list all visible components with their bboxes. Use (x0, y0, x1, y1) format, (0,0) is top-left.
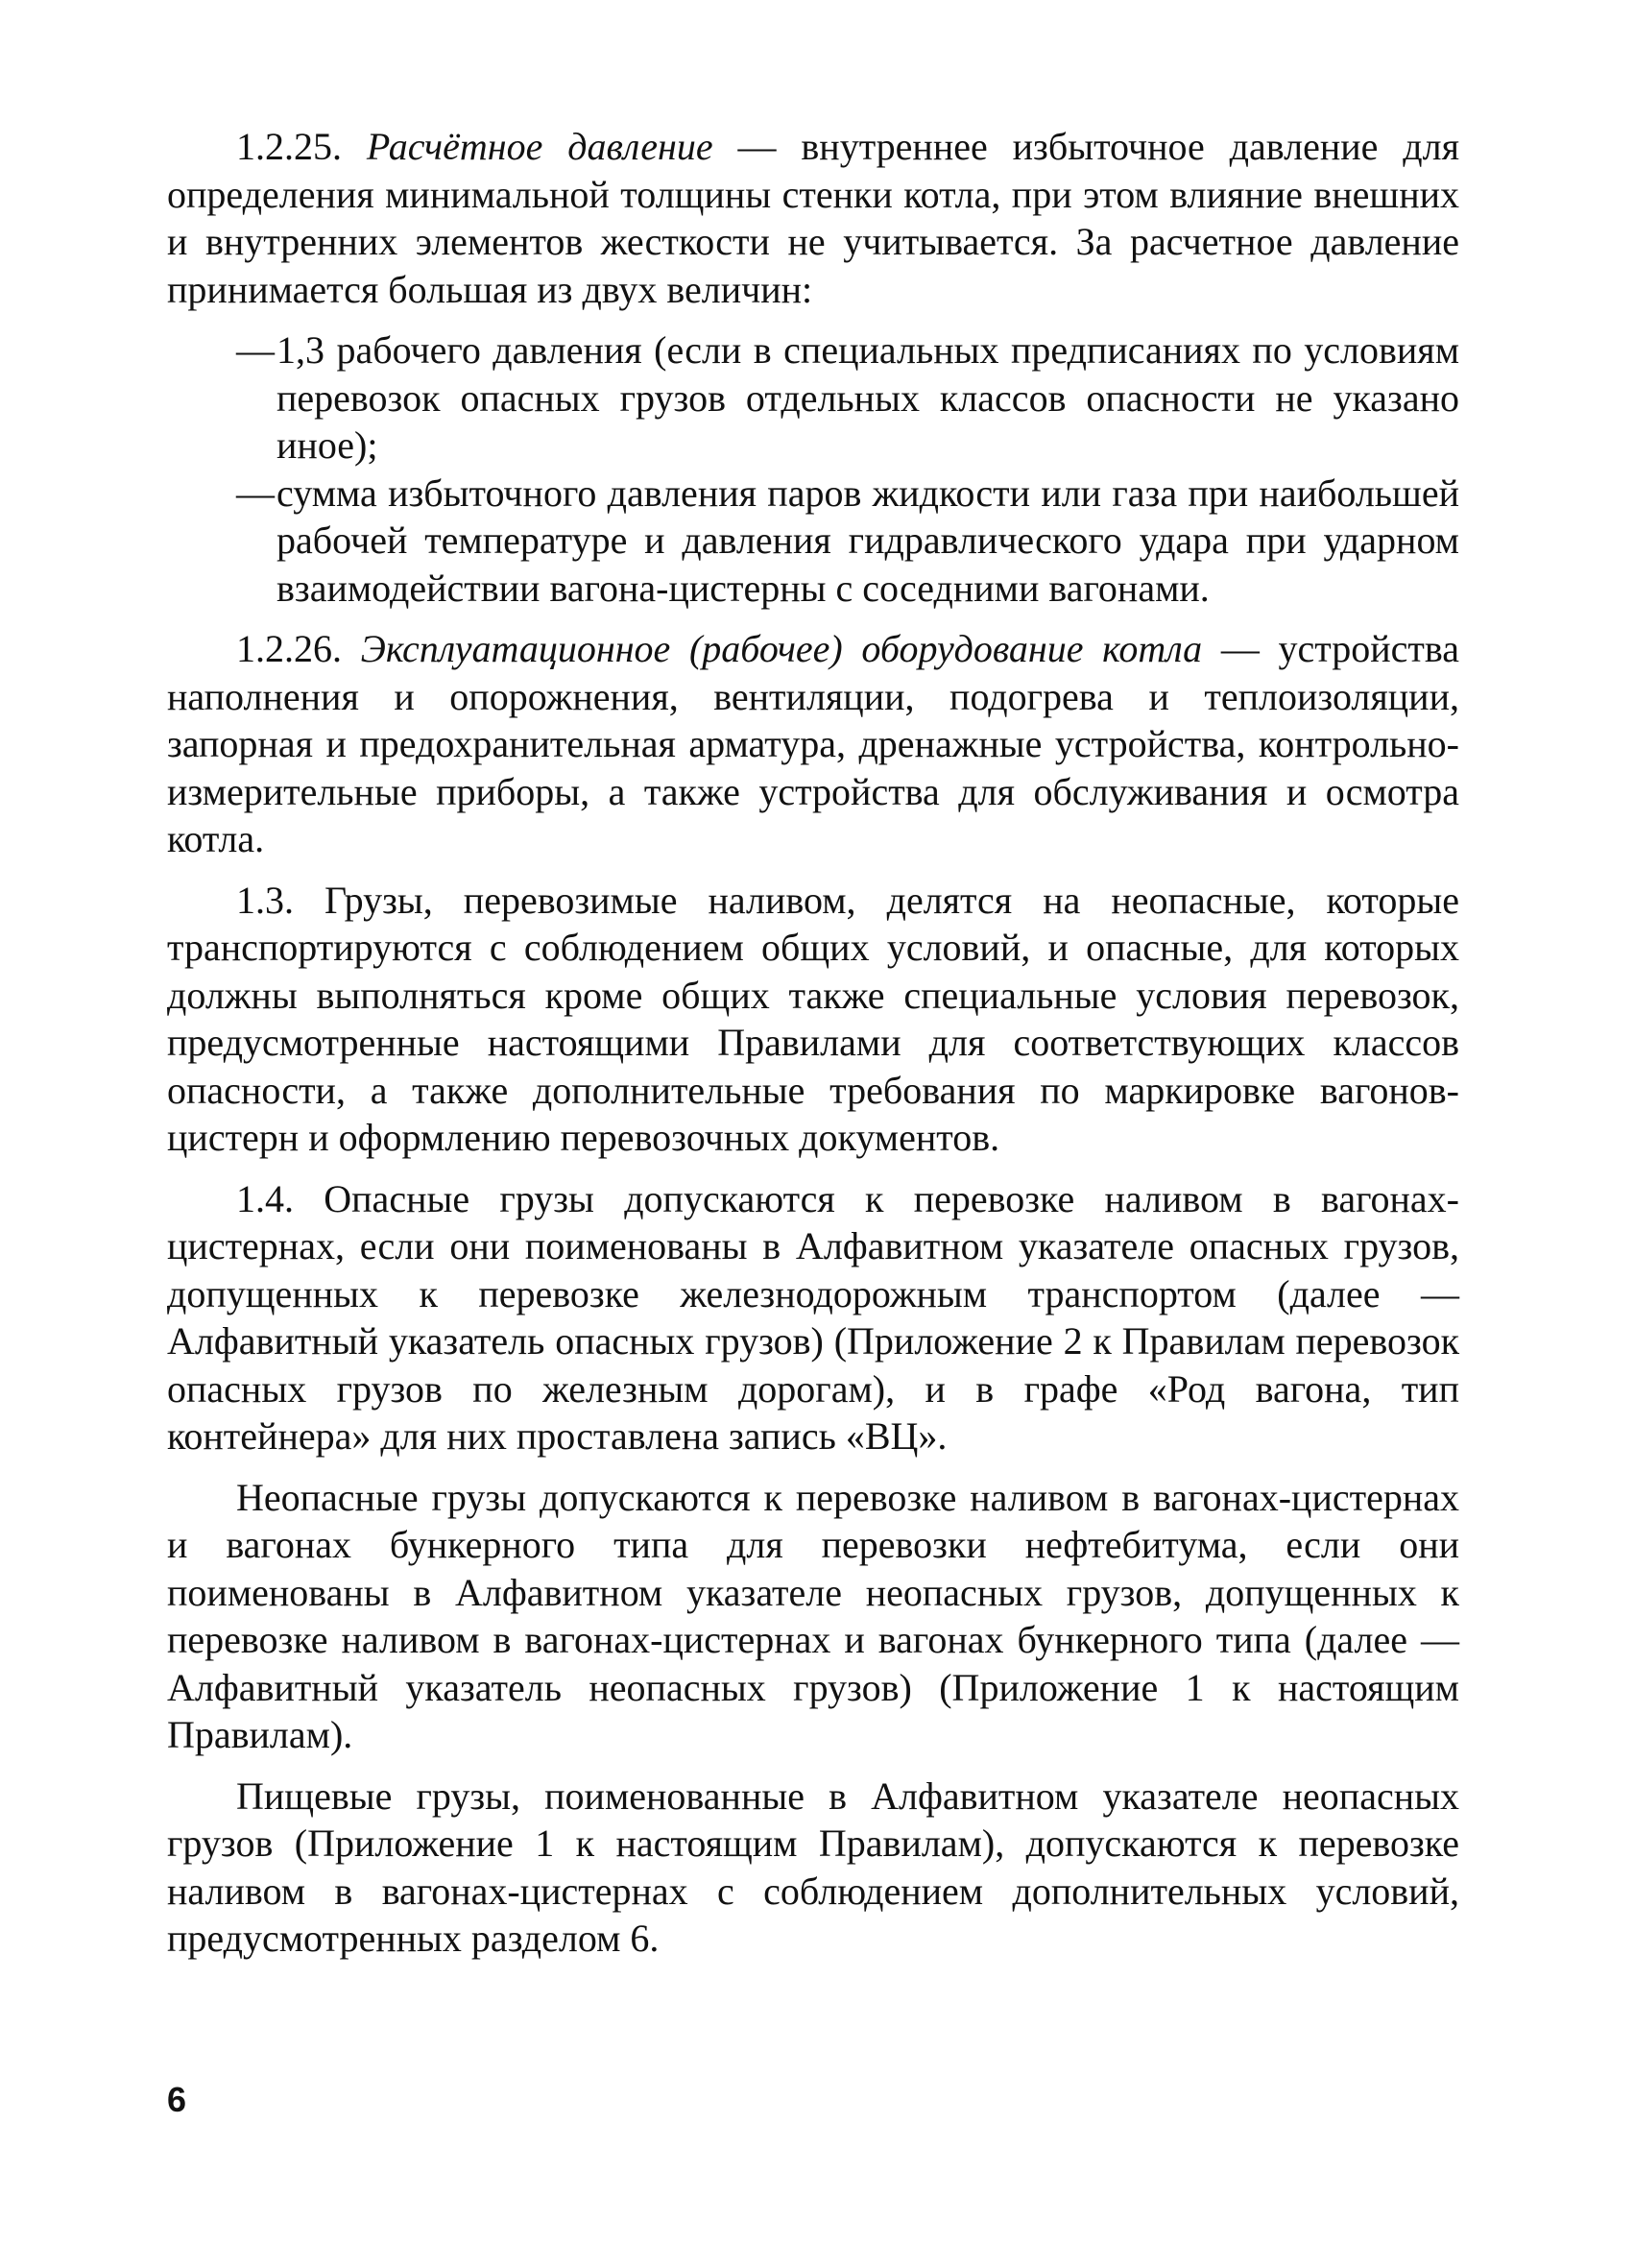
definition-text: — внутреннее избыточное давление для определения минимальной толщины стенки котла, при этом влияние внешних и внутренних элементов жесткости не учитывается. За расчетное давление принимается большая из двух величин: (167, 125, 1459, 311)
defined-term: Эксплуатационное (рабочее) оборудование котла (360, 627, 1203, 670)
list-item (167, 470, 1459, 613)
page-number: 6 (167, 2080, 187, 2119)
list-item (167, 326, 1459, 470)
list-dash: — (236, 328, 275, 372)
paragraph-1-4: 1.4. Опасные грузы допускаются к перевозке наливом в вагонах-цистернах, если они поименованы в Алфавитном указателе опасных грузов, допущенных к перевозке железнодорожным транспортом (далее — Алфавитный указатель опасных грузов) (Приложение 2 к Правилам перевозок опасных грузов по железным дорогам), и в графе «Род вагона, тип контейнера» для них проставлена запись «ВЦ». (167, 1176, 1459, 1458)
paragraph-1-2-26 (167, 625, 1459, 863)
clause-number: 1.2.25. (236, 125, 342, 168)
defined-term: Расчётное давление (366, 125, 713, 168)
pressure-list (167, 326, 1459, 612)
list-item-text: сумма избыточного давления паров жидкости или газа при наибольшей рабочей температуре и давления гидравлического удара при ударном взаимодействии вагона-цистерны с соседними вагонами. (276, 470, 1459, 610)
list-item-text: 1,3 рабочего давления (если в специальных предписаниях по условиям перевозок опасных грузов отдельных классов опасности не указано иное); (276, 328, 1459, 467)
paragraph-food-cargo: Пищевые грузы, поименованные в Алфавитном указателе неопасных грузов (Приложение 1 к настоящим Правилам), допускаются к перевозке наливом в вагонах-цистернах с соблюдением дополнительных условий, предусмотренных разделом 6. (167, 1773, 1459, 1960)
paragraph-1-3: 1.3. Грузы, перевозимые наливом, делятся на неопасные, которые транспортируются с соблюдением общих условий, и опасные, для которых должны выполняться кроме общих также специальные условия перевозок, предусмотренные настоящими Правилами для соответствующих классов опасности, а также дополнительные требования по маркировке вагонов-цистерн и оформлению перевозочных документов. (167, 878, 1459, 1159)
paragraph-nonhazardous-cargo: Неопасные грузы допускаются к перевозке наливом в вагонах-цистернах и вагонах бункерного типа для перевозки нефтебитума, если они поименованы в Алфавитном указателе неопасных грузов, допущенных к перевозке наливом в вагонах-цистернах и вагонах бункерного типа (далее — Алфавитный указатель неопасных грузов) (Приложение 1 к настоящим Правилам). (167, 1475, 1459, 1756)
document-page (167, 123, 1459, 1976)
clause-number: 1.2.26. (236, 627, 342, 670)
list-dash: — (236, 470, 275, 515)
definition-text: — устройства наполнения и опорожнения, вентиляции, подогрева и теплоизоляции, запорная и предохранительная арматура, дренажные устройства, контрольно-измерительные приборы, а также устройства для обслуживания и осмотра котла. (167, 627, 1460, 860)
paragraph-1-2-25 (167, 123, 1459, 313)
